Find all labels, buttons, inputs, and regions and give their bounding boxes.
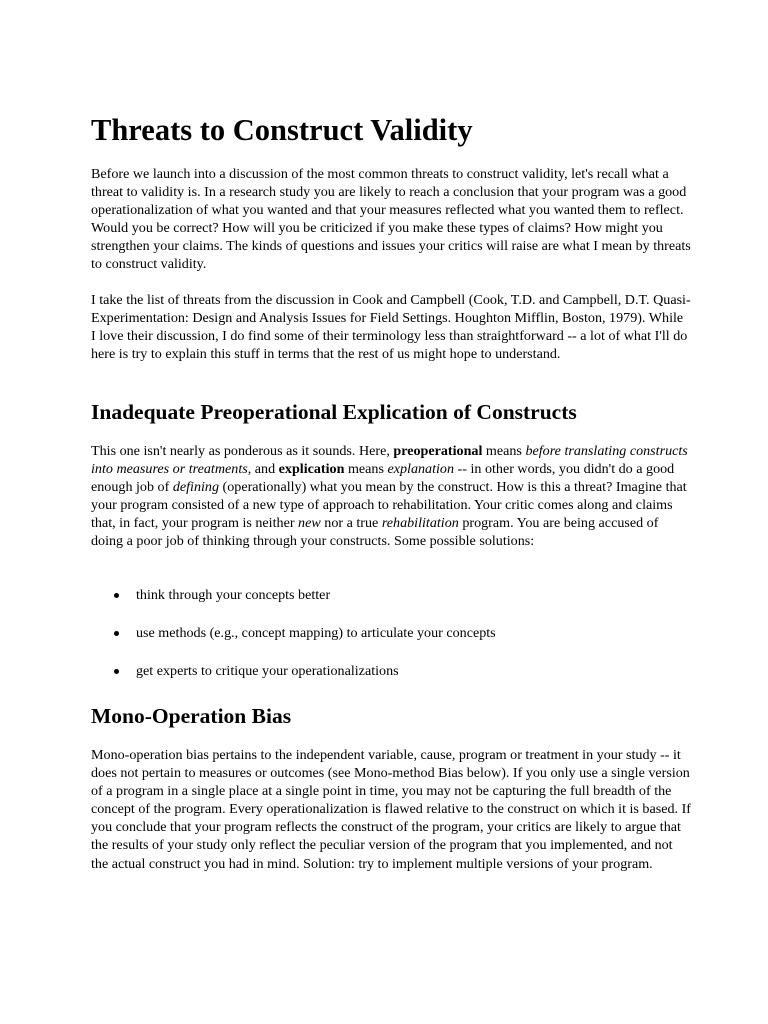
text-run: nor a true — [320, 515, 382, 532]
text-run: program. You are being accused of doing a poor job of thinking through your constructs. Some possible solutions: — [91, 515, 659, 550]
emphasis-new: new — [298, 515, 321, 532]
text-run: means — [344, 461, 388, 478]
text-run: means — [482, 443, 526, 459]
list-item-text: use methods (e.g., concept mapping) to articulate your concepts — [136, 625, 496, 641]
text-run: This one isn't nearly as ponderous as it sounds. Here, — [91, 443, 394, 459]
text-run: , and — [247, 461, 279, 478]
list-item-text: get experts to critique your operationalizations — [136, 663, 399, 679]
section-heading-mono-operation-bias: Mono-Operation Bias — [91, 704, 292, 728]
list-item-text: think through your concepts better — [136, 587, 331, 603]
bullet-icon — [114, 593, 119, 598]
section-heading-inadequate-preoperational: Inadequate Preoperational Explication of Constructs — [91, 400, 577, 424]
list-item — [91, 662, 691, 700]
text-run: -- in other words, you didn't do a good enough job of — [91, 461, 675, 496]
list-item — [91, 624, 691, 662]
definition-explication: explanation — [387, 461, 455, 478]
text-run: (operationally) what you mean by the construct. How is this a threat? Imagine that your program consisted of a new type of approach to rehabilitation. Your critic comes along and claims that, in fact, your program is neither — [91, 479, 687, 532]
emphasis-defining: defining — [172, 479, 220, 496]
definition-preoperational: before translating constructs into measures or treatments — [91, 443, 688, 478]
page-title: Threats to Construct Validity — [91, 113, 473, 147]
intro-paragraph-2: I take the list of threats from the discussion in Cook and Campbell (Cook, T.D. and Campbell, D.T. Quasi-Experimentation: Design and Analysis Issues for Field Settings. Houghton Mifflin, Boston, 1979). While I love their discussion, I do find some of their terminology less than straightforward -- a lot of what I'll do here is try to explain this stuff in terms that the rest of us might hope to understand. — [91, 292, 691, 363]
bullet-icon — [114, 631, 119, 636]
bullet-icon — [114, 669, 119, 674]
term-preoperational: preoperational — [393, 443, 483, 459]
solutions-list — [91, 586, 691, 700]
emphasis-rehabilitation: rehabilitation — [381, 515, 459, 532]
mono-operation-paragraph: Mono-operation bias pertains to the independent variable, cause, program or treatment in your study -- it does not pertain to measures or outcomes (see Mono-method Bias below). If you only use a single version of a program in a single place at a single point in time, you may not be capturing the full breadth of the concept of the program. Every operationalization is flawed relative to the construct on which it is based. If you conclude that your program reflects the construct of the program, your critics are likely to argue that the results of your study only reflect the peculiar version of the program that you implemented, and not the actual construct you had in mind. Solution: try to implement multiple versions of your program. — [91, 747, 691, 872]
inadequate-preoperational-paragraph — [91, 442, 691, 551]
list-item — [91, 586, 691, 624]
term-explication: explication — [278, 461, 345, 478]
intro-paragraph-1: Before we launch into a discussion of the most common threats to construct validity, let's recall what a threat to validity is. In a research study you are likely to reach a conclusion that your program was a good operationalization of what you wanted and that your measures reflected what you wanted them to reflect. Would you be correct? How will you be criticized if you make these types of claims? How might you strengthen your claims. The kinds of questions and issues your critics will raise are what I mean by threats to construct validity. — [91, 166, 691, 273]
